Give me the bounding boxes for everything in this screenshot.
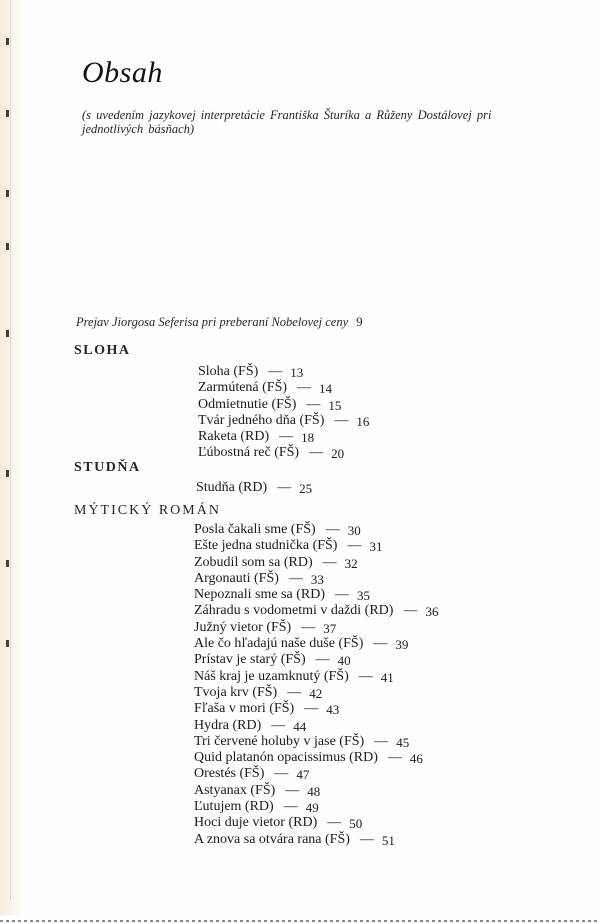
entry-dash: — — [322, 554, 337, 570]
entry-dash: — — [306, 396, 321, 412]
page-number: 33 — [310, 571, 324, 587]
entry-title: Náš kraj je uzamknutý (FŠ) — [194, 668, 349, 684]
entry-dash: — — [274, 766, 289, 782]
entry-title: Tvár jedného dňa (FŠ) — [198, 412, 325, 428]
toc-entry — [194, 684, 438, 700]
entry-title: Tri červené holuby v jase (FŠ) — [194, 733, 365, 749]
toc-entry — [194, 668, 438, 684]
binding-mark — [6, 560, 9, 567]
entry-dash: — — [325, 522, 340, 537]
section-entries-sloha — [198, 363, 369, 461]
entry-dash: — — [327, 815, 342, 831]
entry-dash: — — [358, 668, 373, 684]
page-number: 49 — [305, 800, 319, 816]
page-number: 48 — [307, 783, 321, 799]
page-number: 41 — [380, 669, 394, 685]
toc-entry — [194, 602, 438, 618]
entry-dash: — — [297, 380, 312, 396]
page-number: 32 — [344, 555, 358, 571]
entry-title: Argonauti (FŠ) — [194, 570, 279, 586]
entry-title: Zobudil som sa (RD) — [194, 554, 313, 570]
toc-entry — [194, 570, 438, 586]
binding-mark — [6, 243, 9, 250]
page-title: Obsah — [82, 56, 163, 89]
toc-entry — [194, 814, 438, 830]
toc-entry — [194, 619, 438, 635]
entry-title: Quid platanón opacissimus (RD) — [194, 750, 378, 766]
entry-dash: — — [373, 636, 388, 652]
section-entries-studna — [196, 479, 312, 495]
entry-dash: — — [301, 619, 316, 635]
page-number: 20 — [331, 446, 345, 462]
page-number: 9 — [356, 314, 363, 329]
page-number: 50 — [349, 816, 363, 832]
entry-dash: — — [277, 480, 292, 495]
section-heading-studna: STUDŇA — [74, 460, 141, 475]
page-number: 43 — [326, 702, 340, 718]
toc-entry — [198, 412, 369, 428]
section-heading-sloha: SLOHA — [74, 343, 131, 358]
toc-entry — [194, 635, 438, 651]
toc-entry — [194, 733, 438, 749]
toc-entry — [194, 537, 438, 553]
binding-line — [10, 0, 11, 900]
page-number: 35 — [357, 588, 371, 604]
entry-title: Ľutujem (RD) — [194, 799, 274, 815]
toc-entry — [194, 586, 438, 602]
toc-entry — [194, 798, 438, 814]
entry-dash: — — [271, 717, 286, 733]
entry-title: Prístav je starý (FŠ) — [194, 652, 306, 668]
entry-title: Raketa (RD) — [198, 429, 270, 445]
toc-entry — [198, 379, 369, 395]
entry-dash: — — [285, 782, 300, 798]
binding-mark — [6, 38, 9, 45]
page-number: 30 — [347, 523, 361, 538]
page-number: 16 — [356, 413, 370, 429]
entry-dash: — — [304, 701, 319, 717]
entry-dash: — — [309, 445, 324, 461]
entry-dash: — — [287, 684, 302, 700]
toc-entry — [194, 700, 438, 716]
entry-title: Ešte jedna studnička (FŠ) — [194, 538, 338, 554]
page-number: 44 — [293, 718, 307, 734]
entry-dash: — — [359, 831, 374, 847]
entry-title: Nepoznali sme sa (RD) — [194, 587, 326, 603]
page-number: 45 — [396, 734, 410, 750]
section-heading-myticky-roman: MÝTICKÝ ROMÁN — [74, 503, 221, 518]
toc-entry — [196, 479, 312, 495]
toc-entry-speech — [76, 314, 363, 330]
entry-dash: — — [347, 538, 362, 554]
binding-mark — [6, 110, 9, 117]
entry-title: Posla čakali sme (FŠ) — [194, 522, 316, 537]
page-number: 14 — [319, 381, 333, 397]
toc-entry — [198, 428, 369, 444]
scan-edge-dots — [0, 920, 600, 922]
entry-title: A znova sa otvára rana (FŠ) — [194, 831, 350, 847]
entry-dash: — — [283, 799, 298, 815]
entry-title: Zarmútená (FŠ) — [198, 380, 288, 396]
page-number: 15 — [328, 397, 342, 413]
entry-dash: — — [374, 733, 389, 749]
page-number: 37 — [323, 620, 337, 636]
entry-dash: — — [279, 429, 294, 445]
subtitle-note: (s uvedením jazykovej interpretácie Františka Šturíka a Růženy Dostálovej pri jednotlivých básňach) — [82, 108, 492, 136]
entry-title: Sloha (FŠ) — [198, 364, 259, 379]
entry-title: Záhradu s vodometmi v daždi (RD) — [194, 603, 394, 619]
page-number: 31 — [369, 539, 383, 555]
page-number: 13 — [290, 365, 304, 380]
binding-mark — [6, 330, 9, 337]
toc-entry — [194, 651, 438, 667]
entry-title: Odmietnutie (FŠ) — [198, 396, 297, 412]
page-number: 46 — [409, 751, 423, 767]
page-number: 25 — [299, 481, 313, 496]
entry-dash: — — [288, 570, 303, 586]
entry-dash: — — [387, 750, 402, 766]
section-entries-myticky-roman — [194, 521, 438, 847]
entry-title: Fľaša v mori (FŠ) — [194, 701, 295, 717]
page-number: 51 — [381, 832, 395, 848]
page-number: 36 — [425, 604, 439, 620]
entry-dash: — — [403, 603, 418, 619]
entry-dash: — — [315, 652, 330, 668]
entry-title: Studňa (RD) — [196, 480, 268, 495]
entry-title: Hoci duje vietor (RD) — [194, 815, 318, 831]
page-number: 39 — [395, 637, 409, 653]
entry-title: Astyanax (FŠ) — [194, 782, 276, 798]
toc-entry — [198, 444, 369, 460]
binding-mark — [6, 470, 9, 477]
toc-entry — [194, 749, 438, 765]
toc-entry — [194, 717, 438, 733]
entry-title: Ľúbostná reč (FŠ) — [198, 445, 300, 461]
page-number: 18 — [301, 430, 315, 446]
entry-dash: — — [334, 412, 349, 428]
entry-title: Južný vietor (FŠ) — [194, 619, 292, 635]
entry-title: Tvoja krv (FŠ) — [194, 684, 278, 700]
toc-entry — [194, 782, 438, 798]
toc-entry — [198, 396, 369, 412]
entry-dash: — — [268, 364, 283, 379]
binding-mark — [6, 640, 9, 647]
page-binding-edge — [0, 0, 22, 915]
entry-title: Prejav Jiorgosa Seferisa pri preberaní Nobelovej ceny — [76, 315, 349, 329]
page-number: 47 — [296, 767, 310, 783]
toc-entry — [198, 363, 369, 379]
page-number: 40 — [337, 653, 351, 669]
toc-entry — [194, 831, 438, 847]
page-number: 42 — [309, 685, 323, 701]
entry-title: Orestés (FŠ) — [194, 766, 265, 782]
toc-entry — [194, 765, 438, 781]
toc-entry — [194, 521, 438, 537]
entry-dash: — — [335, 587, 350, 603]
toc-entry — [194, 554, 438, 570]
binding-mark — [6, 190, 9, 197]
entry-title: Ale čo hľadajú naše duše (FŠ) — [194, 636, 364, 652]
entry-title: Hydra (RD) — [194, 717, 262, 733]
